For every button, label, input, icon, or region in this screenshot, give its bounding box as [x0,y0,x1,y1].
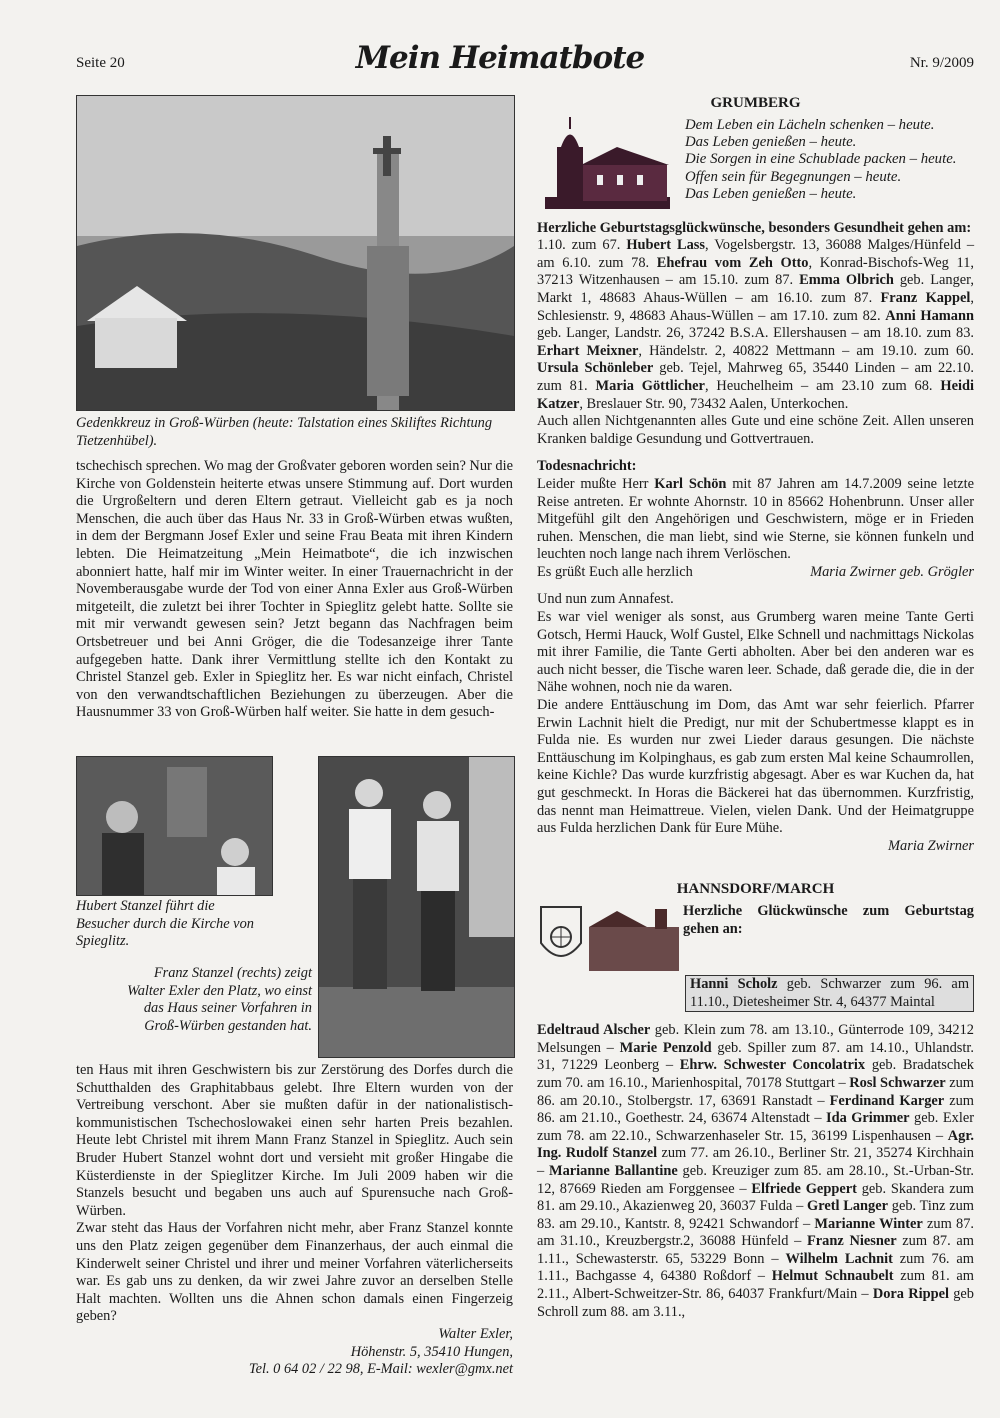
hannsdorf-birthdays: Edeltraud Alscher geb. Klein zum 78. am 13.10., Günterrode 109, 34212 Melsungen – Marie Penzold geb. Spiller zum 87. am 14.10., Uhlandstr. 31, 71229 Leonberg – Ehrw. Schwester Concolatrix geb. Bradatschek zum 70. am 16.10., Marienhospital, 70178 Stuttgart – Rosl Schwarzer zum 86. am 20.10., Stolbergstr. 17, 63691 Ranstadt – Ferdinand Karger zum 86. am 21.10., Goethestr. 24, 63674 Altenstadt – Ida Grimmer geb. Exler zum 78. am 22.10., Schwarzenhaseler Str. 15, 36199 Lispenhausen – Agr. Ing. Rudolf Stanzel zum 77. am 26.10., Berliner Str. 21, 35274 Kirchhain – Marianne Ballantine geb. Kreuziger zum 85. am 28.10., St.-Urban-Str. 12, 87669 Rieden am Forggensee – Elfriede Geppert geb. Skandera zum 81. am 29.10., Akazienweg 20, 36037 Fulda – Gretl Langer geb. Tinz zum 83. am 29.10., Kantstr. 8, 92421 Schwandorf – Marianne Winter zum 87. am 31.10., Kreuzbergstr.2, 36088 Hünfeld – Franz Niesner zum 87. am 1.11., Schewasterstr. 65, 53229 Bonn – Wilhelm Lachnit zum 76. am 1.11., Bachgasse 4, 64380 Roßdorf – Helmut Schnaubelt zum 81. am 2.11., Albert-Schweitzer-Str. 86, 64037 Frankfurt/Main – Dora Rippel geb Schroll zum 88. am 3.11., [537,1022,974,1320]
highlighted-birthday: Hanni Scholz geb. Schwarzer zum 96. am 11.10., Dietesheimer Str. 4, 64377 Maintal [685,975,974,1012]
house-site-caption: Franz Stanzel (rechts) zeigt Walter Exler den Platz, wo einst das Haus seiner Vorfahren in Groß-Würben gestanden hat. [127,965,312,1034]
church-visit-caption: Hubert Stanzel führt die Besucher durch die Kirche von Spieglitz. [76,898,254,950]
left-paragraph-1: tschechisch sprechen. Wo mag der Großvater geboren worden sein? Nur die Kirche von Goldenstein heiterte etwas unsere Stimmung auf. Dort wurden die Urgroßeltern und deren Eltern getraut. Vielleicht gab es ja noch Menschen, die auch über das Haus Nr. 33 in Groß-Würben etwas wußten, in dem der Bergmann Josef Exler und seine Frau Beata mit ihren Kindern lebten. Die Heimatzeitung „Mein Heimatbote“, die ich inzwischen abonniert hatte, half mir im Winter weiter. In einer Trauernachricht in der Novemberausgabe wurde der Tod von einer Anna Exler aus Groß-Würben mitgeteilt, die zuletzt bei ihrer Tochter in Spieglitz gelebt hatte. Sollte sie mit mir verwandt gewesen sein? Jetzt begann das Nachfragen beim Ortsbetreuer und bei Anni Gröger, die die Todesanzeige ihrer Tante aufgegeben hatte. Dank ihrer Vermittlung stellte ich den Kontakt zu Christel Stanzel geb. Exler in Spieglitz her. Es war nicht einfach, Christel von den verwandtschaftlichen Beziehungen zu überzeugen. Aber die Hausnummer 33 von Groß-Würben half weiter. Sie hatte in dem gesuch- [76,458,513,721]
author-address: Höhenstr. 5, 35410 Hungen, [350,1343,513,1360]
annafest-paragraph-2: Die andere Enttäuschung im Dom, das Amt war sehr feierlich. Pfarrer Erwin Lachnit hielt die Predigt, nur mit der Schubertmesse klappt es in Fulda nie. Es wurden nur zwei Lieder daraus gesungen. Die nächste Enttäuschung im Kolpinghaus, es gab zum ersten Mal keine Schaumrollen, keine Kichle? Das wurde kurzfristig abgesagt. Aber es war Kuchen da, hat gut geschmeckt. In Horas die Bäckerei hat das übernommen. Kurzfristig, das nennt man Heimattreue. Vielen, vielen Dank. Und der Heimatgruppe aus Fulda herzlichen Dank für Eure Mühe. [537,697,974,837]
masthead-title: Mein Heimatbote [355,40,645,76]
poem-line: Das Leben genießen – heute. [685,134,857,150]
poem-line: Das Leben genießen – heute. [685,186,857,203]
memorial-cross-illustration [77,96,514,410]
page-number: Seite 20 [76,55,125,71]
poem-line: Dem Leben ein Lächeln schenken – heute. [685,116,935,133]
author-signature: Walter Exler, [438,1325,513,1342]
death-notice: Leider mußte Herr Karl Schön mit 87 Jahren am 14.7.2009 seine letzte Reise antreten. Er wohnte Ahornstr. 10 in 85662 Hohenbrunn. Unser aller Mitgefühl gilt den Angehörigen und Geschwistern, möge er in Frieden ruhen. Menschen, die man liebt, sind wie Sterne, sie können funkeln und leuchten noch lange nach ihrem Verlöschen. [537,475,974,563]
annafest-signature: Maria Zwirner [888,837,974,854]
poem-line: Die Sorgen in eine Schublade packen – heute. [685,151,957,168]
death-notice-heading: Todesnachricht: [537,458,637,475]
grumberg-birthdays: 1.10. zum 67. Hubert Lass, Vogelsbergstr. 13, 36088 Malges/Hünfeld – am 6.10. zum 78. Ehefrau vom Zeh Otto, Konrad-Bischofs-Weg 11, 37213 Witzenhausen – am 15.10. zum 87. Emma Olbrich geb. Langer, Markt 1, 48683 Ahaus-Wüllen – am 16.10. zum 87. Franz Kappel, Schlesienstr. 9, 48683 Ahaus-Wüllen – am 17.10. zum 82. Anni Hamann geb. Langer, Landstr. 26, 37242 B.S.A. Ellershausen – am 18.10. zum 83. Erhart Meixner, Händelstr. 2, 40822 Mettmann – am 19.10. zum 60. Ursula Schönleber geb. Tejel, Mahrweg 65, 35440 Linden – am 22.10. zum 81. Maria Göttlicher, Heuchelheim – am 23.10 zum 68. Heidi Katzer, Breslauer Str. 90, 73432 Aalen, Unterkochen. [537,237,975,412]
poem-line: Offen sein für Begegnungen – heute. [685,168,902,185]
grumberg-greeting-heading: Herzliche Geburtstagsglückwünsche, besonders Gesundheit gehen am: [537,219,972,236]
issue-number: Nr. 9/2009 [909,55,974,71]
greeting-line: Es grüßt Euch alle herzlich Maria Zwirner geb. Grögler [537,563,974,580]
grumberg-heading: GRUMBERG [710,95,801,111]
grumberg-wish: Auch allen Nichtgenannten alles Gute und eine schöne Zeit. Allen unseren Kranken baldige Gesundung und Gottvertrauen. [537,413,974,447]
annafest-paragraph-1: Es war viel weniger als sonst, aus Grumberg waren meine Tante Gerti Gotsch, Hermi Hauck, Wolf Gustel, Elke Schnell und nachmittags Nickolas mit ihrer Familie, die Tante Gerti abholten. Aber bei den anderen war es auch nicht besser, die Tische waren leer. Schade, daß gerade die, die in der Nähe wohnen, noch nie da waren. [537,609,974,696]
church-icon [537,117,677,212]
hannsdorf-heading: HANNSDORF/MARCH [676,881,835,898]
left-paragraph-3: Zwar steht das Haus der Vorfahren nicht mehr, aber Franz Stanzel konnte uns den Platz zeigen gegenüber dem Finanzerhaus, der auch einmal die Kinderwelt seiner Christel und ihrer und meiner Vorfahren väterlicherseits war. Es gab uns zu denken, da wir zwei Jahre zuvor an derselben Stelle Halt machten. Wollten uns die Ahnen schon damals einen Fingerzeig geben? [76,1220,513,1325]
annafest-intro: Und nun zum Annafest. [537,591,674,608]
house-site-photo [318,756,515,1058]
memorial-cross-caption: Gedenkkreuz in Groß-Würben (heute: Talstation eines Skiliftes Richtung Tietzenhübel). [76,415,493,449]
hannsdorf-greeting-heading: Herzliche Glückwünsche zum Geburtstag gehen an: [683,902,974,937]
left-paragraph-2: ten Haus mit ihren Geschwistern bis zur Zerstörung des Dorfes durch die Schutthalden des Graphitabbaus gelebt. Ihre Eltern wurden von der Vertreibung verschont. Aber sie mußten dafür in der nationalistisch-kommunistischen Tschechoslowakei einen sehr harten Preis bezahlen. Heute lebt Christel mit ihrem Mann Franz Stanzel in Spieglitz. Auch sein Bruder Hubert Stanzel wohnt dort und versieht mit großer Hingabe die Küsterdienste in der Spieglitzer Kirche. Im Juli 2009 haben wir die Stanzels besucht und begaben uns auch auf Spurensuche nach Groß-Würben. [76,1062,513,1219]
author-contact: Tel. 0 64 02 / 22 98, E-Mail: wexler@gmx.net [248,1361,513,1378]
church-visit-photo [76,756,273,896]
coat-of-arms-icon [537,903,679,973]
memorial-cross-photo [76,95,515,411]
